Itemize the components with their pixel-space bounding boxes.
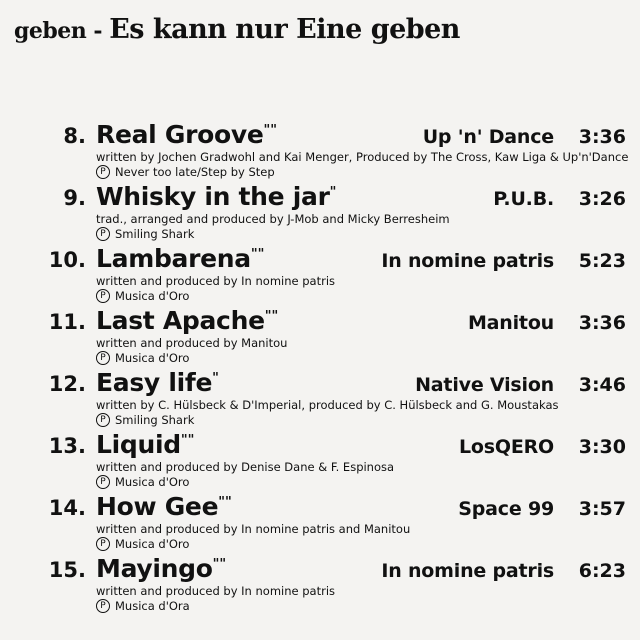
track-artist: Space 99	[458, 498, 554, 520]
track-title: Lambarena	[96, 244, 251, 273]
track-credit: written by C. Hülsbeck & D'Imperial, produced by C. Hülsbeck and G. Moustakas	[96, 398, 559, 412]
track-artist: In nomine patris	[381, 560, 554, 582]
track-title-marks: ""	[180, 433, 195, 448]
track-publisher: Musica d'Ora	[115, 599, 190, 613]
track-duration: 5:23	[578, 250, 626, 272]
track-publisher-line	[96, 599, 626, 613]
phonogram-icon: P	[96, 165, 110, 179]
track-number: 11.	[48, 310, 86, 334]
track-title-marks: "	[212, 371, 219, 386]
track-number: 9.	[63, 186, 86, 210]
track-duration: 3:26	[578, 188, 626, 210]
track-title: Whisky in the jar	[96, 182, 330, 211]
track-row	[0, 182, 640, 241]
track-row	[0, 368, 640, 427]
track-artist: Native Vision	[415, 374, 554, 396]
track-main-line	[30, 182, 626, 211]
track-artist: P.U.B.	[493, 188, 554, 210]
track-row	[0, 492, 640, 551]
track-publisher-line	[96, 289, 626, 303]
phonogram-icon: P	[96, 413, 110, 427]
track-number: 13.	[48, 434, 86, 458]
track-duration: 3:30	[578, 436, 626, 458]
track-duration: 3:57	[578, 498, 626, 520]
track-publisher-line	[96, 475, 626, 489]
track-row	[0, 244, 640, 303]
track-main-line	[30, 306, 626, 335]
track-title: Easy life	[96, 368, 213, 397]
track-duration: 3:36	[578, 312, 626, 334]
track-duration: 3:46	[578, 374, 626, 396]
track-credit: written by Jochen Gradwohl and Kai Menger, Produced by The Cross, Kaw Liga & Up'n'Dance	[96, 150, 629, 164]
track-main-line	[30, 492, 626, 521]
track-publisher: Musica d'Oro	[115, 537, 190, 551]
track-number: 8.	[63, 124, 86, 148]
track-title-marks: "	[329, 185, 337, 200]
track-credit: written and produced by In nomine patris	[96, 584, 336, 598]
track-artist: LosQERO	[459, 436, 554, 458]
track-main-line	[30, 554, 626, 583]
track-number: 12.	[48, 372, 86, 396]
track-title-marks: ""	[263, 123, 278, 138]
track-publisher-line	[96, 351, 626, 365]
track-artist: In nomine patris	[381, 250, 554, 272]
track-number: 14.	[48, 496, 86, 520]
track-credit: written and produced by In nomine patris	[96, 274, 336, 288]
track-publisher: Musica d'Oro	[115, 475, 190, 489]
track-main-line	[30, 430, 626, 459]
track-publisher: Never too late/Step by Step	[115, 165, 275, 179]
title-prefix: geben -	[14, 18, 110, 44]
track-publisher: Smiling Shark	[115, 227, 195, 241]
track-credit: written and produced by Manitou	[96, 336, 288, 350]
track-number: 10.	[48, 248, 86, 272]
track-title: Real Groove	[96, 120, 264, 149]
track-duration: 3:36	[578, 126, 626, 148]
track-title: Last Apache	[96, 306, 265, 335]
track-row	[0, 430, 640, 489]
track-artist: Up 'n' Dance	[422, 126, 554, 148]
track-main-line	[30, 368, 626, 397]
track-credit: written and produced by Denise Dane & F. Espinosa	[96, 460, 395, 474]
phonogram-icon: P	[96, 537, 110, 551]
track-row	[0, 306, 640, 365]
track-publisher-line	[96, 227, 626, 241]
title-main: Es kann nur Eine geben	[109, 14, 460, 45]
phonogram-icon: P	[96, 351, 110, 365]
page-title	[14, 14, 626, 45]
track-row	[0, 120, 640, 179]
track-main-line	[30, 120, 626, 149]
track-number: 15.	[48, 558, 86, 582]
phonogram-icon: P	[96, 599, 110, 613]
track-publisher-line	[96, 413, 626, 427]
track-title-marks: ""	[250, 247, 265, 262]
track-publisher-line	[96, 537, 626, 551]
track-credit: trad., arranged and produced by J-Mob and Micky Berresheim	[96, 212, 450, 226]
track-title-marks: ""	[218, 495, 232, 510]
track-publisher: Smiling Shark	[115, 413, 195, 427]
track-title-marks: ""	[264, 309, 279, 324]
track-publisher-line	[96, 165, 626, 179]
phonogram-icon: P	[96, 289, 110, 303]
track-row	[0, 554, 640, 613]
track-title: Mayingo	[96, 554, 213, 583]
track-duration: 6:23	[578, 560, 626, 582]
phonogram-icon: P	[96, 475, 110, 489]
track-credit: written and produced by In nomine patris and Manitou	[96, 522, 411, 536]
phonogram-icon: P	[96, 227, 110, 241]
track-publisher: Musica d'Oro	[115, 351, 190, 365]
track-title: Liquid	[96, 430, 181, 459]
track-main-line	[30, 244, 626, 273]
track-title-marks: ""	[212, 557, 227, 572]
track-list	[0, 120, 640, 616]
track-artist: Manitou	[467, 312, 554, 334]
track-title: How Gee	[96, 492, 219, 521]
track-publisher: Musica d'Oro	[115, 289, 190, 303]
